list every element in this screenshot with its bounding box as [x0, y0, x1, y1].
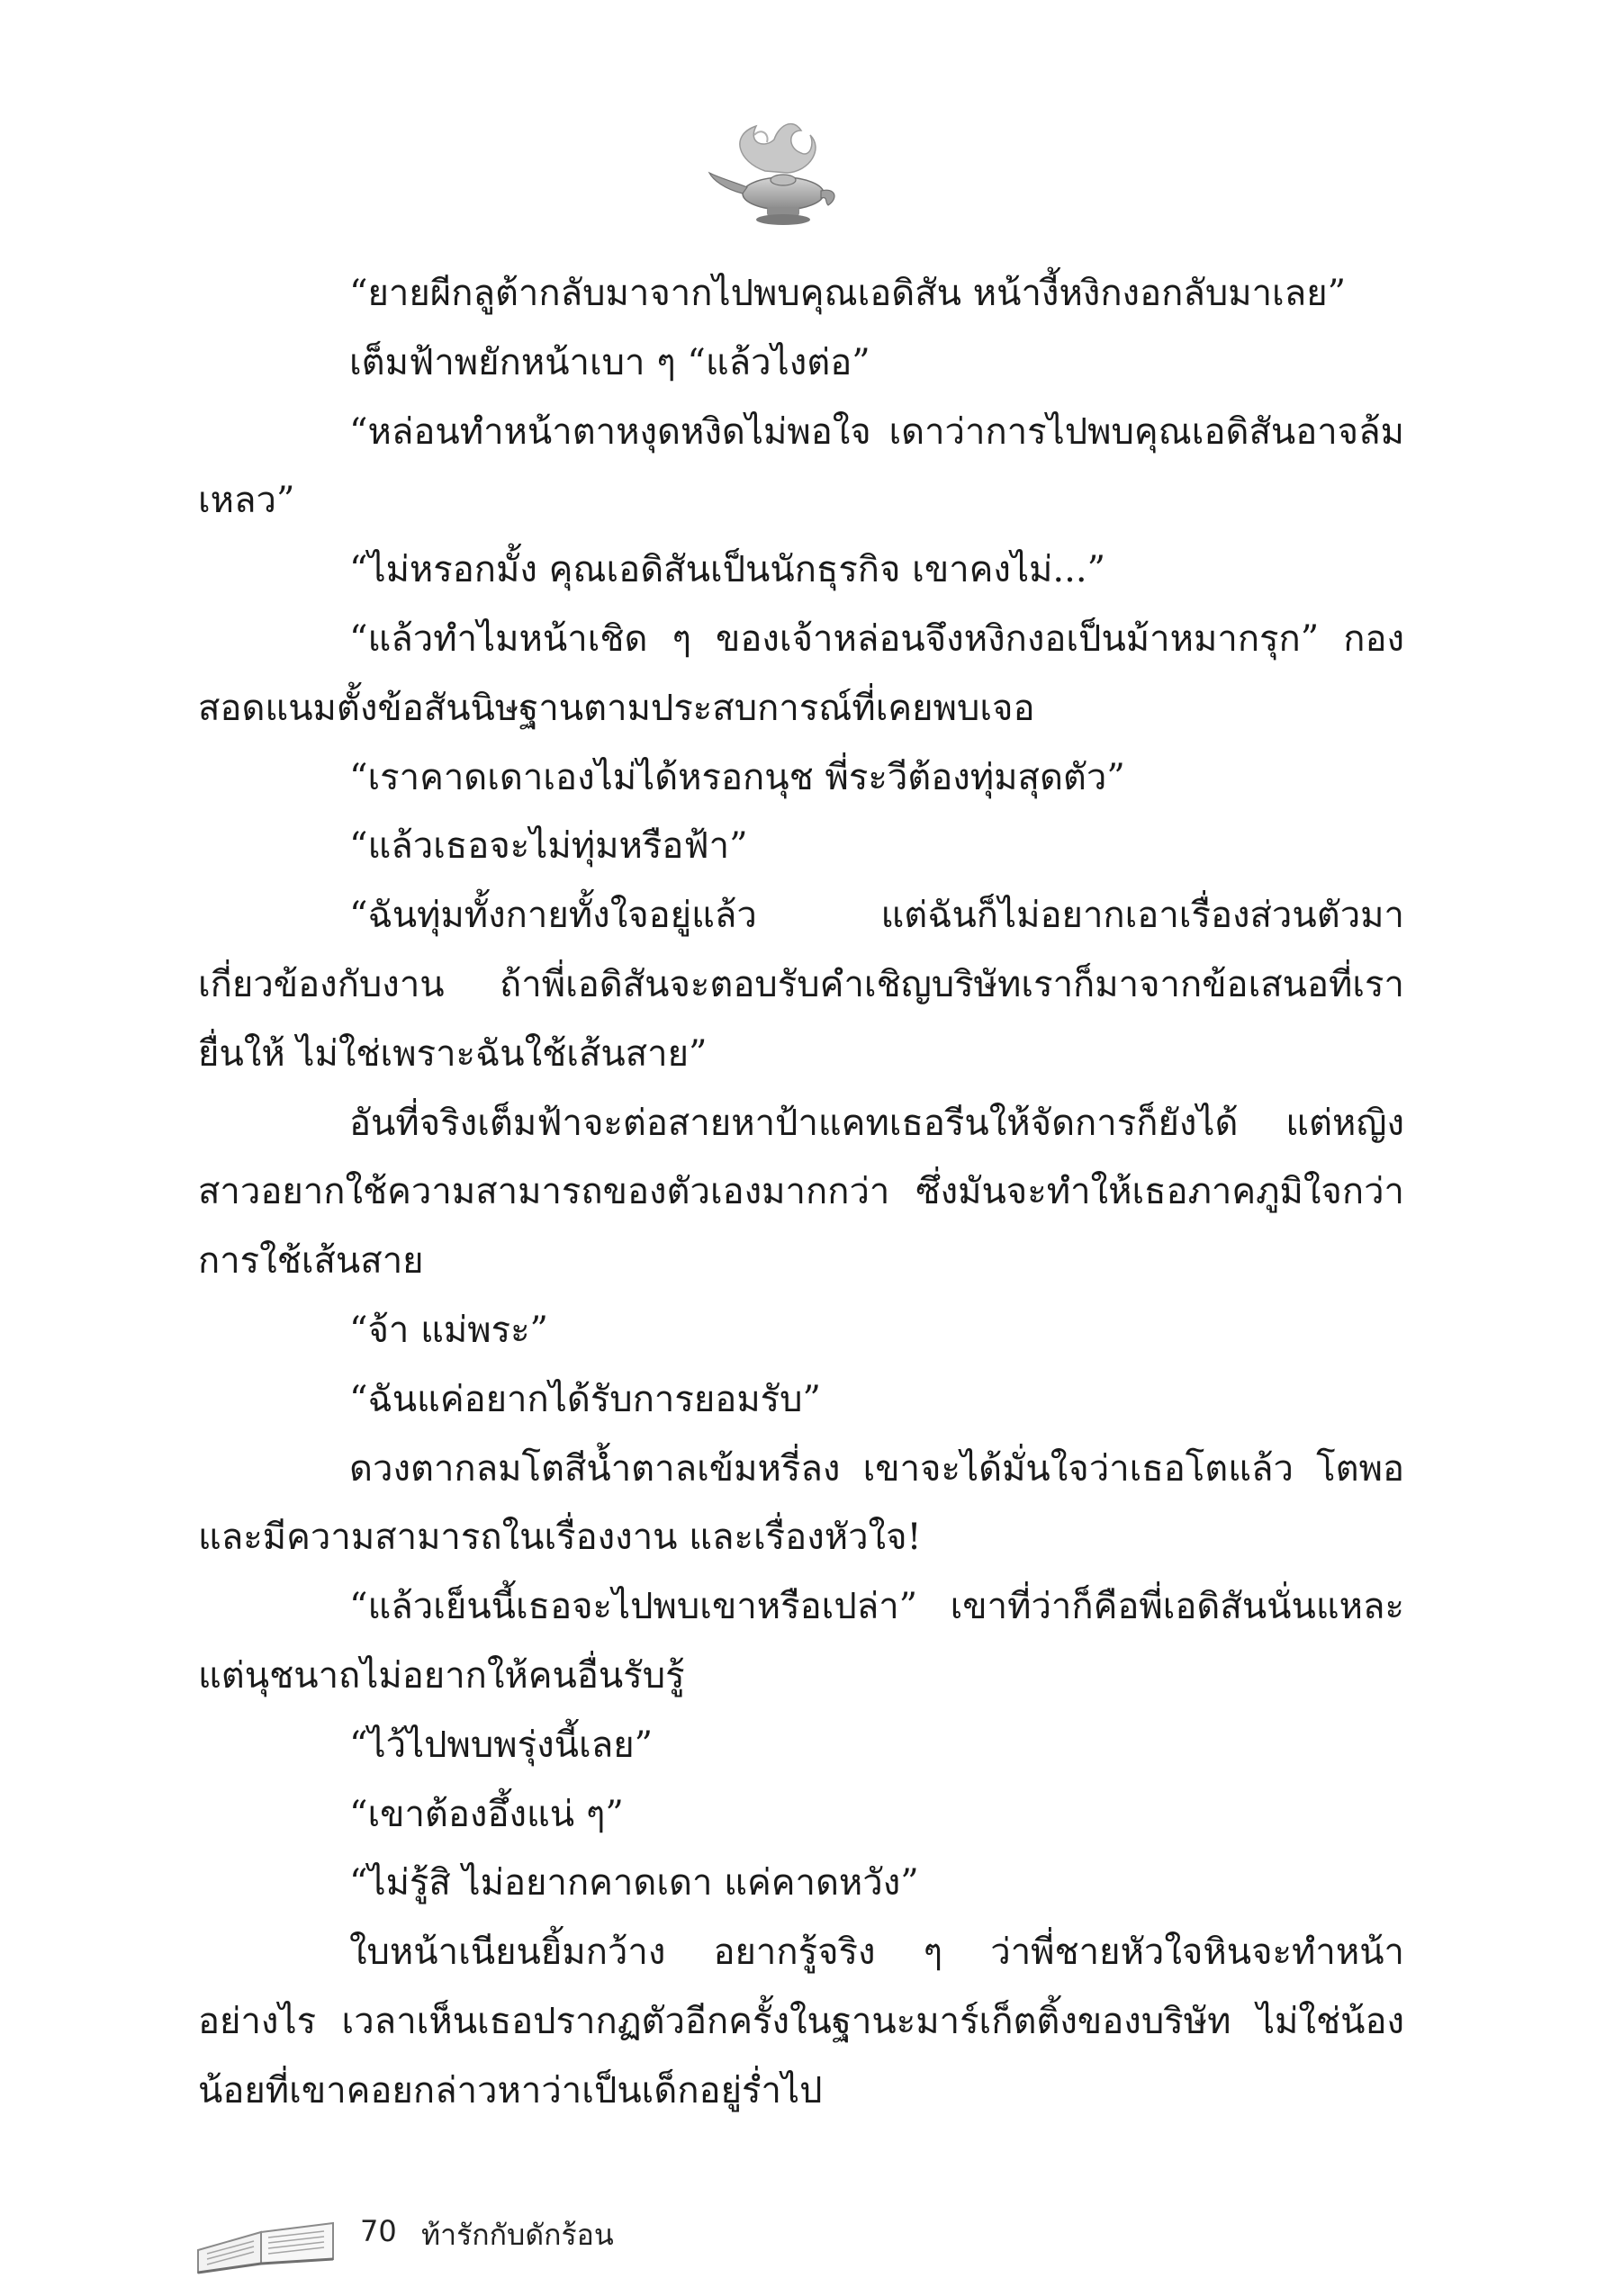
- page-number: 70: [360, 2214, 397, 2248]
- book-title: ท้ารักกับดักร้อน: [421, 2218, 614, 2252]
- paragraph: “แล้วทำไมหน้าเชิด ๆ ของเจ้าหล่อนจึงหงิกงอเป็นม้าหมากรุก” กองสอดแนมตั้งข้อสันนิษฐานตามประสบการณ์ที่เคยพบเจอ: [198, 617, 1404, 729]
- paragraph: “ฉันแค่อยากได้รับการยอมรับ”: [349, 1378, 822, 1420]
- paragraph: “จ้า แม่พระ”: [349, 1309, 548, 1351]
- paragraph: “ไม่รู้สิ ไม่อยากคาดเดา แค่คาดหวัง”: [349, 1862, 919, 1904]
- paragraph: เต็มฟ้าพยักหน้าเบา ๆ “แล้วไงต่อ”: [349, 341, 870, 383]
- magic-lamp-icon: [702, 108, 846, 243]
- paragraph: ดวงตากลมโตสีน้ำตาลเข้มหรี่ลง เขาจะได้มั่นใจว่าเธอโตแล้ว โตพอและมีความสามารถในเรื่องงาน และเรื่องหัวใจ!: [198, 1447, 1404, 1559]
- paragraph: “ฉันทุ่มทั้งกายทั้งใจอยู่แล้ว แต่ฉันก็ไม่อยากเอาเรื่องส่วนตัวมาเกี่ยวข้องกับงาน ถ้าพี่เอดิสันจะตอบรับคำเชิญบริษัทเราก็มาจากข้อเสนอที่เรายื่นให้ ไม่ใช่เพราะฉันใช้เส้นสาย”: [198, 895, 1404, 1075]
- paragraph: “เขาต้องอึ้งแน่ ๆ”: [349, 1793, 624, 1835]
- body-text: [198, 259, 1404, 2126]
- open-book-icon: [189, 2187, 342, 2277]
- paragraph: “แล้วเธอจะไม่ทุ่มหรือฟ้า”: [349, 825, 748, 868]
- paragraph: อันที่จริงเต็มฟ้าจะต่อสายหาป้าแคทเธอรีนให้จัดการก็ยังได้ แต่หญิงสาวอยากใช้ความสามารถของตัวเองมากกว่า ซึ่งมันจะทำให้เธอภาคภูมิใจกว่าการใช้เส้นสาย: [198, 1102, 1404, 1283]
- paragraph: “ไว้ไปพบพรุ่งนี้เลย”: [349, 1724, 654, 1766]
- paragraph: “ไม่หรอกมั้ง คุณเอดิสันเป็นนักธุรกิจ เขาคงไม่...”: [349, 549, 1106, 591]
- paragraph: “แล้วเย็นนี้เธอจะไปพบเขาหรือเปล่า” เขาที่ว่าก็คือพี่เอดิสันนั่นแหละ แต่นุชนาถไม่อยากให้คนอื่นรับรู้: [198, 1586, 1404, 1697]
- page-footer: [189, 2187, 909, 2286]
- paragraph: “ยายผีกลูต้ากลับมาจากไปพบคุณเอดิสัน หน้างี้หงิกงอกลับมาเลย”: [349, 273, 1347, 314]
- paragraph: ใบหน้าเนียนยิ้มกว้าง อยากรู้จริง ๆ ว่าพี่ชายหัวใจหินจะทำหน้าอย่างไร เวลาเห็นเธอปรากฏตัวอีกครั้งในฐานะมาร์เก็ตติ้งของบริษัท ไม่ใช่น้องน้อยที่เขาคอยกล่าวหาว่าเป็นเด็กอยู่ร่ำไป: [198, 1931, 1404, 2111]
- paragraph: “หล่อนทำหน้าตาหงุดหงิดไม่พอใจ เดาว่าการไปพบคุณเอดิสันอาจล้มเหลว”: [198, 410, 1404, 522]
- paragraph: “เราคาดเดาเองไม่ได้หรอกนุช พี่ระวีต้องทุ่มสุดตัว”: [349, 756, 1125, 798]
